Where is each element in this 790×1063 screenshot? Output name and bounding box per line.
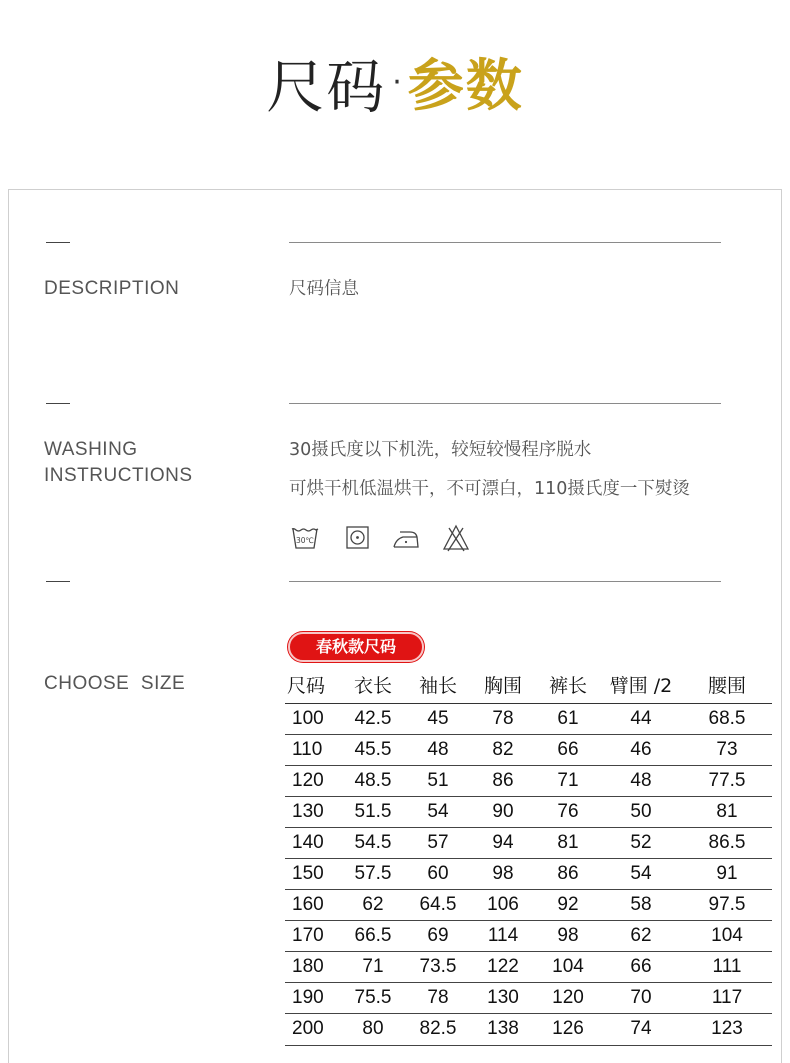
- table-cell: 150: [285, 858, 340, 889]
- table-cell: 66: [536, 734, 600, 765]
- table-row: [285, 890, 772, 921]
- table-cell: 74: [600, 1014, 682, 1045]
- table-cell: 94: [470, 827, 536, 858]
- table-cell: 91: [682, 858, 772, 889]
- table-cell: 98: [470, 858, 536, 889]
- table-cell: 54: [600, 858, 682, 889]
- table-cell: 52: [600, 827, 682, 858]
- table-cell: 92: [536, 890, 600, 921]
- table-cell: 100: [285, 703, 340, 734]
- table-cell: 62: [600, 921, 682, 952]
- wash-30c-icon: [290, 523, 320, 553]
- table-cell: 66: [600, 952, 682, 983]
- table-cell: 82: [470, 734, 536, 765]
- table-cell: 190: [285, 983, 340, 1014]
- table-cell: 117: [682, 983, 772, 1014]
- table-cell: 48.5: [340, 765, 406, 796]
- table-row: [285, 952, 772, 983]
- table-cell: 120: [285, 765, 340, 796]
- table-cell: 80: [340, 1014, 406, 1045]
- section-dash: [46, 403, 70, 404]
- no-bleach-icon: [442, 523, 470, 553]
- season-badge: 春秋款尺码: [288, 632, 424, 662]
- table-row: [285, 827, 772, 858]
- table-cell: 160: [285, 890, 340, 921]
- table-cell: 104: [682, 921, 772, 952]
- table-cell: 86: [470, 765, 536, 796]
- table-cell: 130: [285, 796, 340, 827]
- table-cell: 54: [406, 796, 470, 827]
- wash-temp-label: 30℃: [296, 536, 314, 545]
- table-cell: 123: [682, 1014, 772, 1045]
- section-rule: [289, 581, 721, 582]
- table-cell: 51.5: [340, 796, 406, 827]
- table-row: [285, 765, 772, 796]
- table-row: [285, 734, 772, 765]
- table-row: [285, 1014, 772, 1045]
- table-cell: 81: [536, 827, 600, 858]
- washing-line2: 可烘干机低温烘干，不可漂白，110摄氏度一下熨烫: [289, 479, 690, 499]
- table-cell: 120: [536, 983, 600, 1014]
- table-cell: 68.5: [682, 703, 772, 734]
- washing-label-line1: WASHING: [44, 439, 138, 460]
- table-cell: 126: [536, 1014, 600, 1045]
- table-cell: 90: [470, 796, 536, 827]
- title-main: 尺码: [266, 53, 387, 121]
- table-cell: 44: [600, 703, 682, 734]
- washing-label-line2: INSTRUCTIONS: [44, 465, 193, 486]
- table-cell: 98: [536, 921, 600, 952]
- table-row: [285, 983, 772, 1014]
- table-cell: 78: [406, 983, 470, 1014]
- table-cell: 70: [600, 983, 682, 1014]
- washing-label: [44, 437, 193, 489]
- table-cell: 60: [406, 858, 470, 889]
- table-cell: 106: [470, 890, 536, 921]
- table-cell: 71: [536, 765, 600, 796]
- table-cell: 86: [536, 858, 600, 889]
- col-header-pants-length: 裤长: [536, 667, 600, 703]
- table-cell: 42.5: [340, 703, 406, 734]
- table-row: [285, 921, 772, 952]
- table-cell: 110: [285, 734, 340, 765]
- table-cell: 57: [406, 827, 470, 858]
- title-separator: ·: [392, 64, 402, 100]
- table-cell: 51: [406, 765, 470, 796]
- table-row: [285, 858, 772, 889]
- section-dash: [46, 242, 70, 243]
- table-cell: 45: [406, 703, 470, 734]
- table-cell: 64.5: [406, 890, 470, 921]
- table-cell: 54.5: [340, 827, 406, 858]
- table-cell: 46: [600, 734, 682, 765]
- table-cell: 73.5: [406, 952, 470, 983]
- table-cell: 66.5: [340, 921, 406, 952]
- iron-icon: [391, 523, 423, 553]
- section-rule: [289, 403, 721, 404]
- table-cell: 45.5: [340, 734, 406, 765]
- table-cell: 200: [285, 1014, 340, 1045]
- table-cell: 130: [470, 983, 536, 1014]
- table-cell: 62: [340, 890, 406, 921]
- table-cell: 58: [600, 890, 682, 921]
- table-cell: 71: [340, 952, 406, 983]
- table-cell: 111: [682, 952, 772, 983]
- table-cell: 57.5: [340, 858, 406, 889]
- table-cell: 180: [285, 952, 340, 983]
- table-cell: 48: [406, 734, 470, 765]
- description-value: 尺码信息: [289, 279, 359, 299]
- table-header-row: [285, 667, 772, 703]
- title-accent: 参数: [407, 54, 524, 119]
- table-cell: 114: [470, 921, 536, 952]
- size-table: [285, 667, 772, 1046]
- table-row: [285, 703, 772, 734]
- table-cell: 76: [536, 796, 600, 827]
- size-table-body: [285, 703, 772, 1045]
- washing-line1: 30摄氏度以下机洗，较短较慢程序脱水: [289, 440, 592, 460]
- table-cell: 48: [600, 765, 682, 796]
- description-label: DESCRIPTION: [44, 278, 180, 299]
- table-cell: 170: [285, 921, 340, 952]
- page-title: [0, 40, 790, 120]
- table-cell: 75.5: [340, 983, 406, 1014]
- table-cell: 97.5: [682, 890, 772, 921]
- table-cell: 78: [470, 703, 536, 734]
- section-dash: [46, 581, 70, 582]
- table-cell: 140: [285, 827, 340, 858]
- table-cell: 122: [470, 952, 536, 983]
- table-cell: 50: [600, 796, 682, 827]
- col-header-chest: 胸围: [470, 667, 536, 703]
- col-header-size: 尺码: [285, 667, 340, 703]
- table-cell: 61: [536, 703, 600, 734]
- tumble-dry-icon: [343, 523, 373, 553]
- table-cell: 73: [682, 734, 772, 765]
- col-header-sleeve: 袖长: [406, 667, 470, 703]
- section-rule: [289, 242, 721, 243]
- table-cell: 77.5: [682, 765, 772, 796]
- table-cell: 86.5: [682, 827, 772, 858]
- table-cell: 81: [682, 796, 772, 827]
- col-header-arm: 臂围 /2: [600, 667, 682, 703]
- table-cell: 82.5: [406, 1014, 470, 1045]
- col-header-waist: 腰围: [682, 667, 772, 703]
- table-cell: 104: [536, 952, 600, 983]
- table-cell: 69: [406, 921, 470, 952]
- table-row: [285, 796, 772, 827]
- table-cell: 138: [470, 1014, 536, 1045]
- col-header-length: 衣长: [340, 667, 406, 703]
- size-label: CHOOSE SIZE: [44, 673, 186, 694]
